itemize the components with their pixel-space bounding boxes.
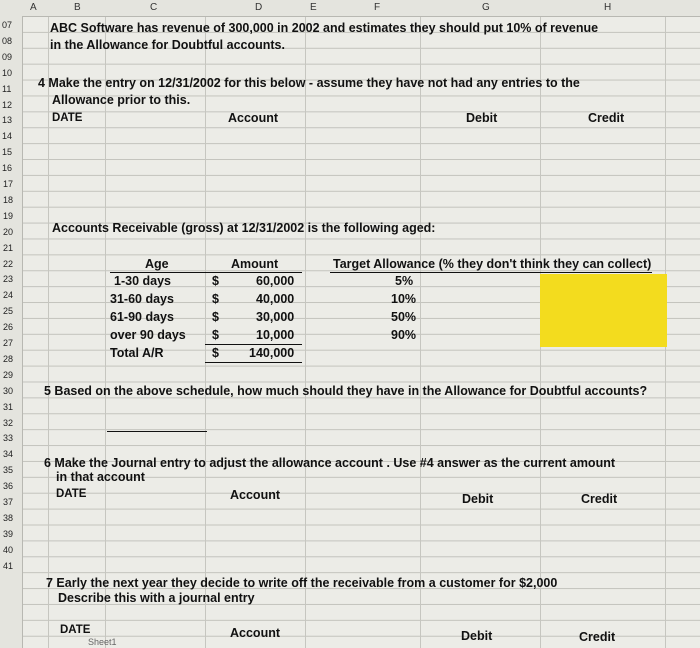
column-header-h[interactable]: H [604, 2, 612, 13]
row-number[interactable]: 21 [3, 242, 14, 253]
row-number[interactable]: 11 [2, 83, 12, 94]
row-number[interactable]: 32 [3, 417, 14, 428]
row-number[interactable]: 39 [3, 528, 14, 539]
ar-title: Accounts Receivable (gross) at 12/31/2002 is the following aged: [52, 221, 436, 235]
ar-currency: $ [212, 274, 219, 288]
row-header [0, 16, 23, 648]
total-rule [205, 344, 302, 345]
row-number[interactable]: 23 [3, 274, 14, 285]
ar-target-pct: 5% [395, 274, 414, 288]
row-number[interactable]: 24 [3, 290, 14, 301]
q7-account-header: Account [230, 626, 280, 640]
ar-amount: 60,000 [256, 274, 295, 288]
intro-line-2: in the Allowance for Doubtful accounts. [50, 38, 285, 52]
column-header-c[interactable]: C [150, 2, 158, 13]
row-number[interactable]: 26 [3, 322, 14, 333]
q7-date-header: DATE [60, 624, 91, 636]
q6-credit-header: Credit [581, 492, 618, 506]
row-number[interactable]: 28 [3, 353, 14, 364]
row-number[interactable]: 09 [2, 51, 13, 62]
ar-total-label: Total A/R [110, 346, 164, 360]
column-header-e[interactable]: E [310, 2, 317, 13]
row-number[interactable]: 08 [2, 35, 13, 46]
row-number[interactable]: 33 [3, 433, 14, 444]
row-number[interactable]: 25 [3, 306, 14, 317]
row-number[interactable]: 19 [3, 210, 14, 221]
ar-age: 61-90 days [110, 310, 174, 324]
q7-credit-header: Credit [579, 630, 616, 644]
gridline [48, 16, 49, 648]
gridline [205, 16, 206, 648]
q7-line-2: Describe this with a journal entry [58, 591, 255, 605]
column-header-f[interactable]: F [374, 2, 381, 13]
ar-target-pct: 90% [391, 328, 417, 342]
target-header-underline [330, 272, 652, 273]
row-number[interactable]: 36 [3, 481, 14, 492]
q4-credit-header: Credit [588, 111, 625, 125]
intro-line-1: ABC Software has revenue of 300,000 in 2002 and estimates they should put 10% of revenue [50, 21, 599, 35]
row-number[interactable]: 31 [3, 401, 14, 412]
q6-line-1: 6 Make the Journal entry to adjust the allowance account . Use #4 answer as the current amount [44, 456, 615, 470]
q4-line-2: Allowance prior to this. [52, 93, 191, 107]
column-header [0, 0, 700, 17]
ar-amount: 10,000 [256, 328, 295, 342]
row-number[interactable]: 35 [3, 465, 14, 476]
column-header-a[interactable]: A [30, 2, 37, 13]
q6-date-header: DATE [56, 488, 87, 500]
gridline [105, 16, 106, 648]
q5-text: 5 Based on the above schedule, how much should they have in the Allowance for Doubtful accounts? [44, 384, 648, 398]
highlighted-answer-cells[interactable] [540, 274, 667, 347]
q5-answer-line[interactable] [107, 431, 207, 432]
row-number[interactable]: 40 [3, 544, 14, 555]
row-number[interactable]: 13 [2, 115, 13, 126]
row-number[interactable]: 16 [2, 163, 13, 174]
sheet-tab[interactable]: Sheet1 [88, 637, 117, 647]
total-double-rule [205, 362, 302, 363]
row-number[interactable]: 30 [3, 385, 14, 396]
ar-age: 1-30 days [114, 274, 171, 288]
row-number[interactable]: 17 [3, 179, 14, 189]
gridline [420, 16, 421, 648]
row-number[interactable]: 07 [2, 20, 13, 30]
row-number[interactable]: 14 [2, 131, 13, 142]
ar-amount-header: Amount [231, 257, 279, 271]
row-number[interactable]: 18 [3, 194, 14, 205]
q6-debit-header: Debit [462, 492, 494, 506]
row-number[interactable]: 37 [3, 497, 14, 507]
q4-date-header: DATE [52, 112, 83, 124]
ar-currency: $ [212, 328, 219, 342]
ar-target-pct: 10% [391, 292, 417, 306]
row-number[interactable]: 10 [2, 67, 13, 78]
row-number[interactable]: 34 [3, 449, 14, 460]
row-number[interactable]: 20 [3, 226, 14, 237]
q4-debit-header: Debit [466, 111, 498, 125]
q6-account-header: Account [230, 488, 280, 502]
q6-line-2: in that account [56, 470, 145, 484]
ar-currency: $ [212, 292, 219, 306]
ar-amount: 40,000 [256, 292, 295, 306]
column-header-b[interactable]: B [74, 2, 81, 13]
ar-target-pct: 50% [391, 310, 417, 324]
column-header-d[interactable]: D [255, 2, 263, 13]
ar-target-header: Target Allowance (% they don't think they can collect) [333, 257, 652, 271]
ar-age: 31-60 days [110, 292, 174, 306]
ar-age-header: Age [145, 257, 169, 271]
ar-age: over 90 days [110, 328, 186, 342]
gridline [305, 16, 306, 648]
row-number[interactable]: 27 [3, 338, 14, 348]
ar-currency: $ [212, 310, 219, 324]
ar-header-underline [110, 272, 302, 273]
row-number[interactable]: 38 [3, 512, 14, 523]
row-number[interactable]: 41 [3, 560, 14, 571]
ar-amount: 30,000 [256, 310, 295, 324]
q4-line-1: 4 Make the entry on 12/31/2002 for this below - assume they have not had any entries to the [38, 76, 580, 90]
q7-debit-header: Debit [461, 629, 493, 643]
row-number[interactable]: 15 [2, 147, 13, 158]
row-number[interactable]: 22 [3, 258, 14, 269]
column-header-g[interactable]: G [482, 2, 490, 13]
ar-total-amount: 140,000 [249, 346, 295, 360]
q4-account-header: Account [228, 111, 278, 125]
q7-line-1: 7 Early the next year they decide to write off the receivable from a customer for $2,000 [46, 576, 558, 590]
row-number[interactable]: 29 [3, 369, 14, 380]
ar-total-currency: $ [212, 346, 219, 360]
row-number[interactable]: 12 [2, 99, 13, 110]
